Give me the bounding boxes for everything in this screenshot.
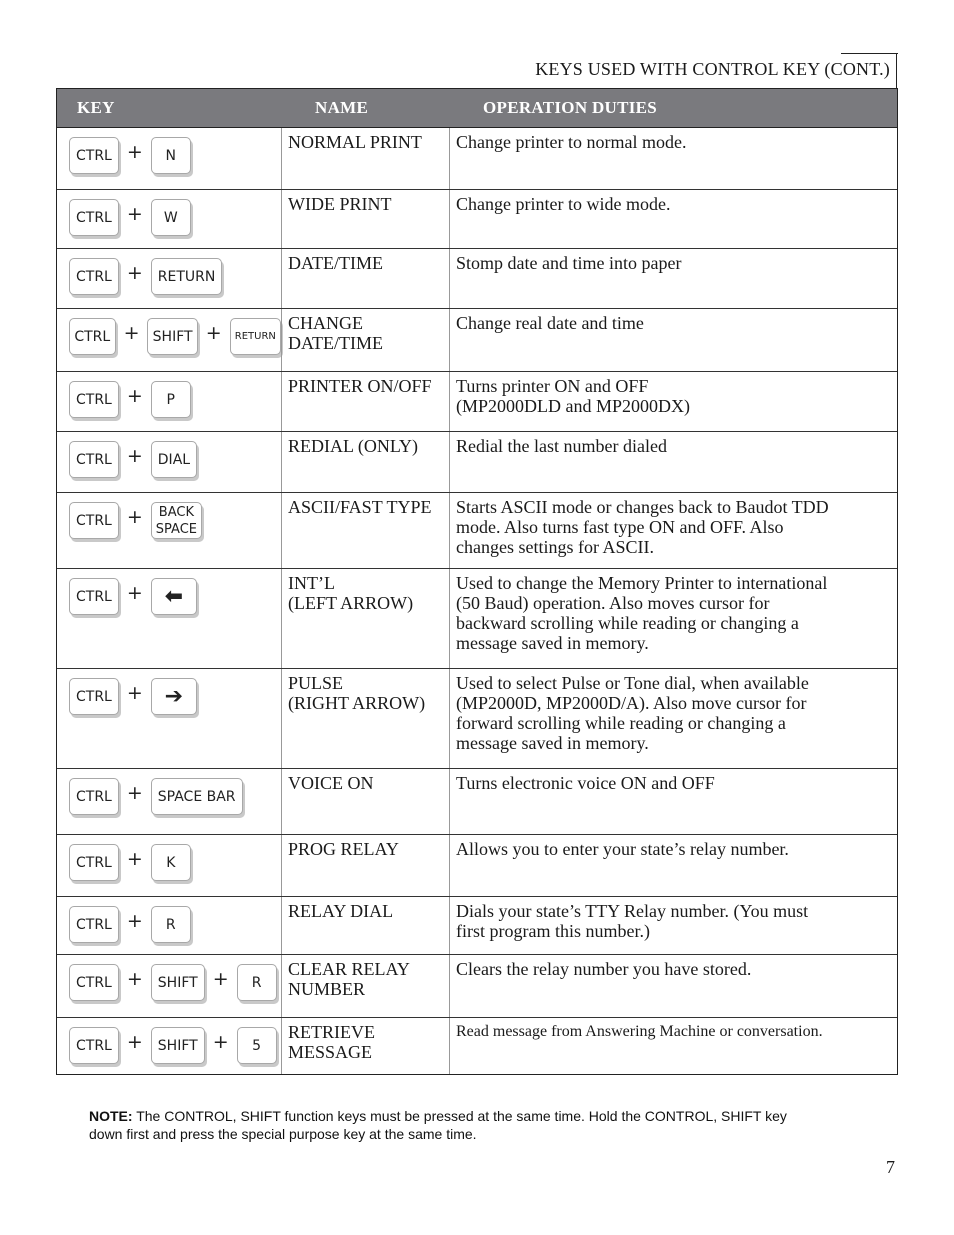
operation-line: Allows you to enter your state’s relay number. (456, 839, 789, 859)
name-line: REDIAL (ONLY) (288, 436, 418, 456)
operation-duty (449, 769, 897, 834)
note-text: The CONTROL, SHIFT function keys must be pressed at the same time. Hold the CONTROL, SHIFT key down first and press the special purpose key at the same time. (89, 1108, 787, 1142)
key-combo (57, 955, 281, 1017)
name-line: PROG RELAY (288, 839, 399, 859)
header-operation: OPERATION DUTIES (483, 98, 658, 117)
table-row (57, 372, 897, 432)
operation-duty (449, 128, 897, 189)
header-key: KEY (77, 98, 115, 117)
key-combo (57, 669, 281, 768)
function-name (281, 309, 449, 371)
operation-line: Starts ASCII mode or changes back to Baudot TDD (456, 497, 829, 517)
table-header (57, 89, 897, 128)
operation-duty (449, 569, 897, 668)
table-row (57, 309, 897, 372)
plus-sign: + (126, 506, 143, 528)
name-line: CLEAR RELAY (288, 959, 410, 979)
operation-duty (449, 1018, 897, 1074)
operation-line: (MP2000D, MP2000D/A). Also move cursor for (456, 693, 807, 713)
table-row (57, 1018, 897, 1074)
operation-line: Turns electronic voice ON and OFF (456, 773, 715, 793)
plus-sign: + (126, 968, 143, 990)
function-name (281, 955, 449, 1017)
keycap: CTRL (69, 964, 119, 1001)
plus-sign: + (126, 203, 143, 225)
operation-duty (449, 190, 897, 248)
keycap: P (151, 381, 191, 418)
plus-sign: + (126, 445, 143, 467)
function-name (281, 669, 449, 768)
operation-line: Redial the last number dialed (456, 436, 667, 456)
table-row (57, 128, 897, 190)
operation-line: Stomp date and time into paper (456, 253, 682, 273)
keycap: RETURN (151, 258, 223, 295)
keycap: ⬅ (151, 578, 197, 615)
function-name (281, 372, 449, 431)
keycap: W (151, 199, 191, 236)
operation-line: changes settings for ASCII. (456, 537, 654, 557)
keycap: N (151, 137, 191, 174)
keycap: CTRL (69, 199, 119, 236)
key-combo (57, 372, 281, 431)
name-line: PRINTER ON/OFF (288, 376, 432, 396)
operation-line: Clears the relay number you have stored. (456, 959, 752, 979)
keycap: CTRL (69, 906, 119, 943)
operation-line: Change printer to wide mode. (456, 194, 671, 214)
name-line: CHANGE (288, 313, 363, 333)
plus-sign: + (126, 1031, 143, 1053)
operation-line: forward scrolling while reading or changing a (456, 713, 786, 733)
page-number: 7 (886, 1157, 895, 1177)
keycap: CTRL (69, 844, 119, 881)
keycap: SHIFT (147, 318, 197, 355)
operation-line: (50 Baud) operation. Also moves cursor for (456, 593, 770, 613)
plus-sign: + (126, 848, 143, 870)
plus-sign: + (126, 682, 143, 704)
name-line: WIDE PRINT (288, 194, 392, 214)
name-line: INT’L (288, 573, 335, 593)
keycap: 5 (237, 1027, 277, 1064)
operation-line: Change real date and time (456, 313, 644, 333)
operation-line: Used to select Pulse or Tone dial, when available (456, 673, 809, 693)
plus-sign: + (126, 910, 143, 932)
operation-duty (449, 835, 897, 896)
key-combo (57, 897, 281, 954)
name-line: DATE/TIME (288, 253, 383, 273)
operation-duty (449, 897, 897, 954)
keycap: SPACE BAR (151, 778, 243, 815)
keycap: K (151, 844, 191, 881)
name-line: ASCII/FAST TYPE (288, 497, 432, 517)
operation-line: Dials your state’s TTY Relay number. (You must (456, 901, 809, 921)
table-row (57, 769, 897, 835)
name-line: PULSE (288, 673, 344, 693)
table-body (57, 128, 897, 1074)
section-title: KEYS USED WITH CONTROL KEY (CONT.) (535, 59, 890, 79)
plus-sign: + (126, 262, 143, 284)
keycap: RETURN (230, 318, 281, 355)
table-row (57, 897, 897, 955)
keycap: DIAL (151, 441, 197, 478)
function-name (281, 190, 449, 248)
keycap (151, 502, 202, 539)
keycap: CTRL (69, 258, 119, 295)
keycap: ➔ (151, 678, 197, 715)
table-row (57, 569, 897, 669)
name-line: NORMAL PRINT (288, 132, 422, 152)
corner-rule-vertical (896, 53, 897, 88)
name-line: (LEFT ARROW) (288, 593, 414, 613)
plus-sign: + (126, 385, 143, 407)
keys-table (56, 88, 898, 1075)
operation-duty (449, 432, 897, 492)
operation-line: first program this number.) (456, 921, 650, 941)
table-row (57, 493, 897, 569)
note (89, 1107, 819, 1143)
keycap: R (237, 964, 277, 1001)
operation-line: mode. Also turns fast type ON and OFF. Also (456, 517, 784, 537)
table-row (57, 190, 897, 249)
operation-line: backward scrolling while reading or changing a (456, 613, 799, 633)
operation-line: Used to change the Memory Printer to international (456, 573, 828, 593)
keycap: CTRL (69, 502, 119, 539)
keycap-line: SPACE (155, 521, 197, 537)
keycap: CTRL (69, 318, 116, 355)
keycap: CTRL (69, 678, 119, 715)
table-row (57, 669, 897, 769)
name-line: DATE/TIME (288, 333, 383, 353)
key-combo (57, 249, 281, 308)
keycap: CTRL (69, 1027, 119, 1064)
function-name (281, 897, 449, 954)
operation-duty (449, 955, 897, 1017)
operation-line: message saved in memory. (456, 633, 649, 653)
function-name (281, 835, 449, 896)
plus-sign: + (126, 782, 143, 804)
key-combo (57, 1018, 281, 1074)
keycap-line: BACK (158, 504, 194, 520)
keycap: R (151, 906, 191, 943)
operation-duty (449, 669, 897, 768)
note-label: NOTE: (89, 1108, 133, 1124)
name-line: RELAY DIAL (288, 901, 394, 921)
key-combo (57, 769, 281, 834)
operation-duty (449, 249, 897, 308)
function-name (281, 249, 449, 308)
table-row (57, 432, 897, 493)
operation-line: Turns printer ON and OFF (456, 376, 649, 396)
key-combo (57, 432, 281, 492)
keycap: SHIFT (151, 1027, 205, 1064)
operation-line: Change printer to normal mode. (456, 132, 687, 152)
key-combo (57, 128, 281, 189)
function-name (281, 493, 449, 568)
plus-sign: + (126, 582, 143, 604)
name-line: NUMBER (288, 979, 366, 999)
operation-line: Read message from Answering Machine or conversation. (456, 1023, 823, 1040)
keycap: CTRL (69, 578, 119, 615)
key-combo (57, 309, 281, 371)
name-line: (RIGHT ARROW) (288, 693, 426, 713)
function-name (281, 128, 449, 189)
table-row (57, 249, 897, 309)
keycap: CTRL (69, 441, 119, 478)
key-combo (57, 835, 281, 896)
name-line: VOICE ON (288, 773, 374, 793)
plus-sign: + (212, 968, 229, 990)
function-name (281, 569, 449, 668)
header-name: NAME (315, 98, 369, 117)
plus-sign: + (126, 141, 143, 163)
keycap: SHIFT (151, 964, 205, 1001)
operation-duty (449, 309, 897, 371)
keycap: CTRL (69, 137, 119, 174)
name-line: MESSAGE (288, 1042, 373, 1062)
function-name (281, 432, 449, 492)
keycap: CTRL (69, 381, 119, 418)
operation-line: (MP2000DLD and MP2000DX) (456, 396, 690, 416)
operation-line: message saved in memory. (456, 733, 649, 753)
operation-duty (449, 372, 897, 431)
operation-duty (449, 493, 897, 568)
plus-sign: + (205, 322, 222, 344)
corner-rule-horizontal (841, 53, 898, 54)
name-line: RETRIEVE (288, 1022, 375, 1042)
table-row (57, 955, 897, 1018)
key-combo (57, 569, 281, 668)
key-combo (57, 190, 281, 248)
plus-sign: + (123, 322, 140, 344)
table-row (57, 835, 897, 897)
keycap: CTRL (69, 778, 119, 815)
function-name (281, 769, 449, 834)
plus-sign: + (212, 1031, 229, 1053)
function-name (281, 1018, 449, 1074)
key-combo (57, 493, 281, 568)
